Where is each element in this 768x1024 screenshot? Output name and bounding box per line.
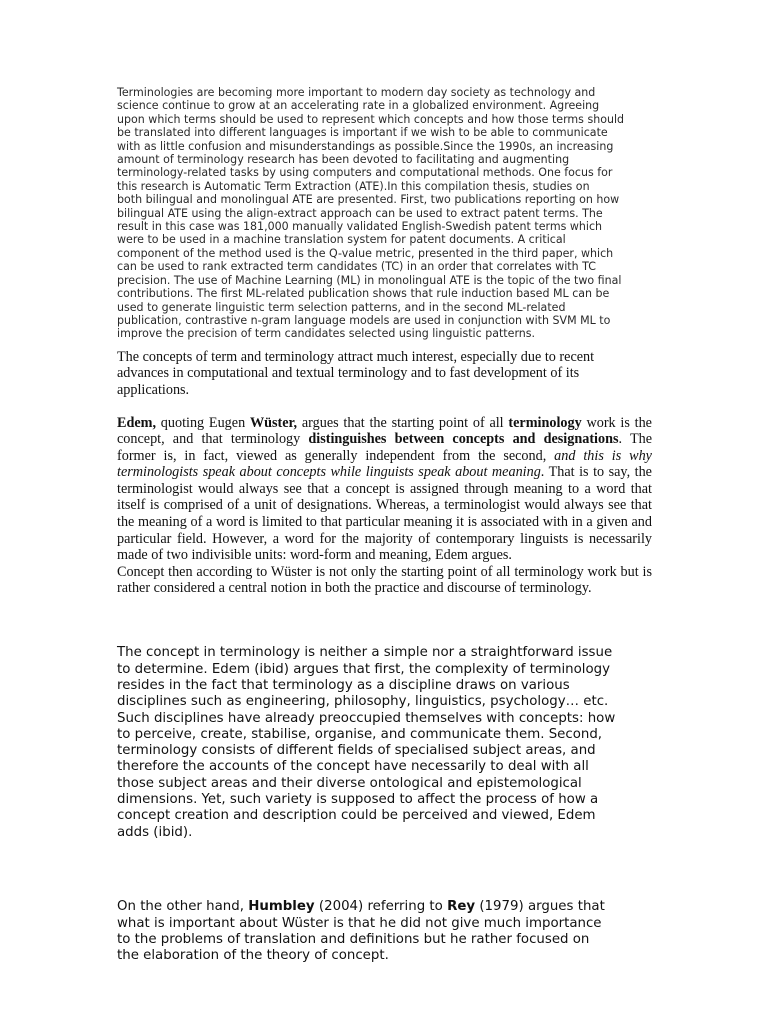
edem-text-5: . That is to say, the terminologist would always see that a concept is assigned through meaning to a word that itself is comprised of a unit of designations. Whereas, a terminologist would always see that the meaning of a word is limited to that particular meaning it is associated with in a given and particular field. However, a word for the majority of contemporary linguists is necessarily made of two indivisible units: word-form and meaning, Edem argues. [117,464,652,564]
italic-phrase-meaning: and this is why terminologists speak about concepts while linguists speak about meaning [117,447,652,481]
edem-text-2: argues that the starting point of all [297,414,509,431]
edem-text-4: . The former is, in fact, viewed as generally independent from the second, [117,431,652,464]
abstract-paragraph: Terminologies are becoming more important to modern day society as technology and science continue to grow at an accelerating rate in a globalized environment. Agreeing upon which terms should be used to represent which concepts and how those terms should be translated into different languages is important if we wish to be able to communicate with as little confusion and misunderstandings as possible.Since the 1990s, an increasing amount of terminology research has been devoted to facilitating and augmenting terminology-related tasks by using computers and computational methods. One focus for this research is Automatic Term Extraction (ATE).In this compilation thesis, studies on both bilingual and monolingual ATE are presented. First, two publications reporting on how bilingual ATE using the align-extract approach can be used to extract patent terms. The result in this case was 181,000 manually validated English-Swedish patent terms which were to be used in a machine translation system for patent documents. A critical component of the method used is the Q-value metric, presented in the third paper, which can be used to rank extracted term candidates (TC) in an order that correlates with TC precision. The use of Machine Learning (ML) in monolingual ATE is the topic of the two final contributions. The first ML-related publication shows that rule induction based ML can be used to generate linguistic term selection patterns, and in the second ML-related publication, contrastive n-gram language models are used in conjunction with SVM ML to improve the precision of term candidates selected using linguistic patterns. [117,86,625,341]
serif-section [117,349,652,597]
humbley-paragraph [117,899,652,964]
humbley-text-2: (2004) referring to [314,899,448,915]
sans-section [117,597,652,981]
bold-term-terminology: terminology [508,414,582,431]
bold-phrase-distinguishes: distinguishes between concepts and designations [308,431,619,448]
edem-text-1: quoting Eugen [156,414,250,431]
concept-paragraph: Concept then according to Wüster is not only the starting point of all terminology work but is rather considered a central notion in both the practice and discourse of terminology. [117,563,652,597]
edem-paragraph [117,415,652,564]
author-name-edem: Edem, [117,414,157,431]
document-page [117,86,652,981]
humbley-text-1: On the other hand, [117,899,249,915]
concept-complexity-paragraph: The concept in terminology is neither a simple nor a straightforward issue to determine. Edem (ibid) argues that first, the complexity of terminology resides in the fact that terminology as a discipline draws on various disciplines such as engineering, philosophy, linguistics, psychology… etc. Such disciplines have already preoccupied themselves with concepts: how to perceive, create, stabilise, organise, and communicate them. Second, terminology consists of different fields of specialised subject areas, and therefore the accounts of the concept have necessarily to deal with all those subject areas and their diverse ontological and epistemological dimensions. Yet, such variety is supposed to affect the process of how a concept creation and description could be perceived and viewed, Edem adds (ibid). [117,645,616,840]
edem-text-3: work is the concept, and that terminology [117,414,652,448]
intro-paragraph: The concepts of term and terminology attract much interest, especially due to recent advances in computational and textual terminology and to fast development of its applications. [117,348,595,398]
author-name-wuster: Wüster, [249,414,298,431]
humbley-text-3: (1979) argues that what is important about Wüster is that he did not give much importance to the problems of translation and definitions but he rather focused on the elaboration of the theory of concept. [117,899,605,964]
author-name-humbley: Humbley [248,899,315,915]
author-name-rey: Rey [447,899,476,915]
